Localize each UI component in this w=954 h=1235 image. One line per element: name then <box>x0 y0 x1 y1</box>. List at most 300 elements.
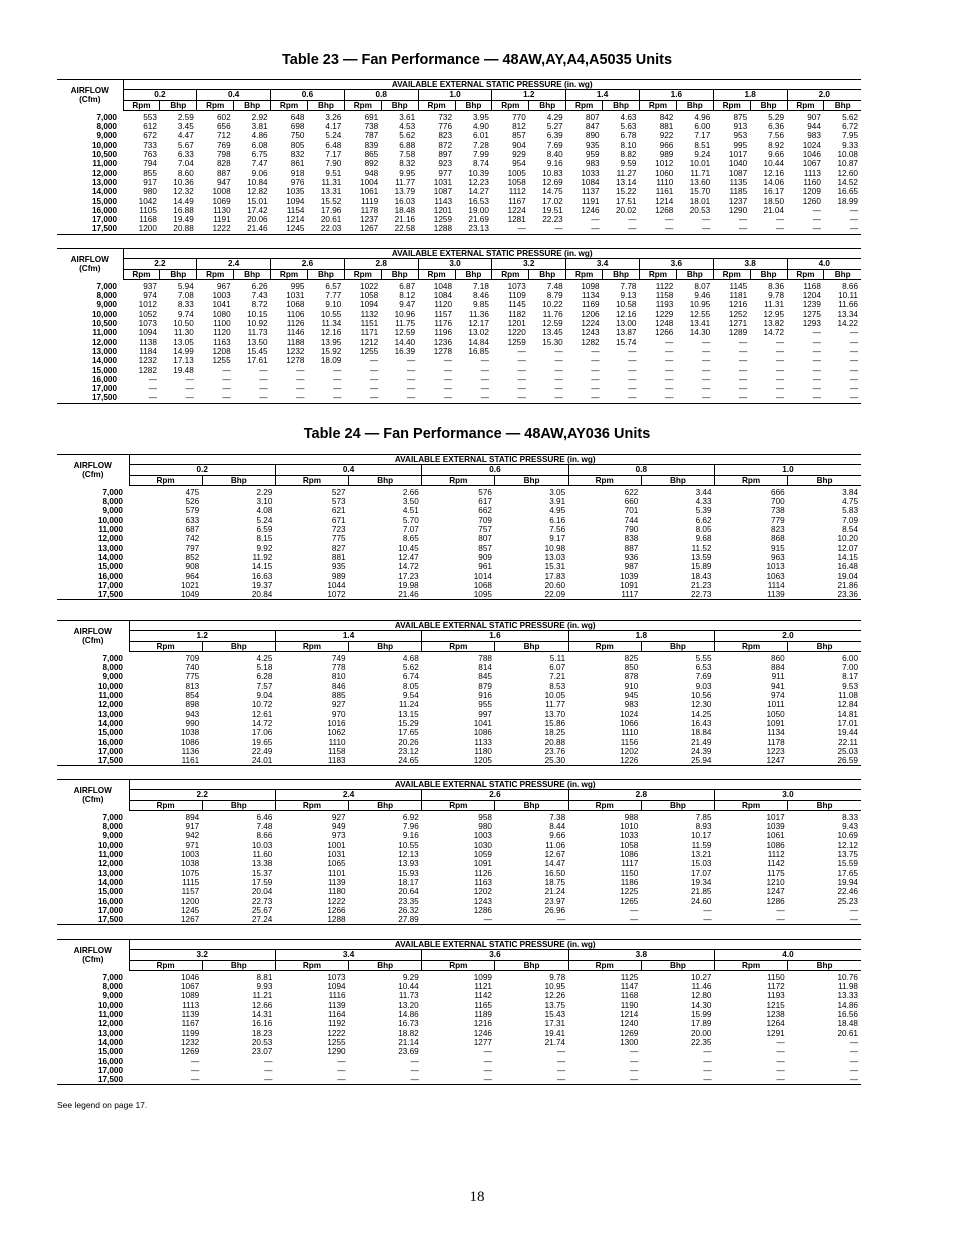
table-row <box>57 841 861 850</box>
bhp-value: 7.07 <box>402 525 419 535</box>
rpm-value: 910 <box>624 681 639 691</box>
bhp-column-header: Bhp <box>202 641 275 651</box>
bhp-value: 10.17 <box>691 831 712 841</box>
rpm-value: — <box>639 224 676 234</box>
bhp-value: 4.17 <box>325 122 342 132</box>
table-row <box>57 497 861 506</box>
rpm-value: 1200 <box>180 896 200 906</box>
rpm-value: 1138 <box>139 337 157 347</box>
table-row <box>57 553 861 562</box>
rpm-value: 828 <box>217 159 231 169</box>
bhp-value: 16.16 <box>251 1019 273 1029</box>
rpm-value: 656 <box>217 122 231 132</box>
airflow-value: 14,000 <box>91 356 117 366</box>
rpm-value: 897 <box>438 150 453 160</box>
bhp-value: 10.98 <box>544 543 566 553</box>
rpm-value: 974 <box>771 691 785 701</box>
airflow-value: 14,000 <box>91 187 117 197</box>
bhp-value: 4.63 <box>620 112 637 122</box>
bhp-value: 16.63 <box>251 571 273 581</box>
bhp-value: 8.72 <box>251 300 268 310</box>
rpm-value: 1275 <box>802 309 821 319</box>
rpm-value: 1164 <box>327 1010 346 1020</box>
rpm-column-header: Rpm <box>566 100 603 110</box>
rpm-value: — <box>443 365 453 375</box>
rpm-value: 763 <box>143 150 157 160</box>
bhp-value: 14.72 <box>763 328 785 338</box>
bhp-value: 23.12 <box>398 746 419 756</box>
pressure-column-header: 2.8 <box>344 259 418 269</box>
rpm-value: 852 <box>185 552 200 562</box>
rpm-value: 1060 <box>655 168 674 178</box>
airflow-value: 10,000 <box>91 140 117 150</box>
bhp-value: 13.20 <box>398 1000 419 1010</box>
bhp-value: 14.72 <box>398 562 419 572</box>
rpm-value: 913 <box>733 122 748 132</box>
rpm-value: 1143 <box>434 196 453 206</box>
bhp-value: 9.29 <box>402 972 419 982</box>
airflow-value: 8,000 <box>96 122 117 132</box>
table-row <box>57 906 861 915</box>
bhp-value: 10.44 <box>763 159 785 169</box>
fan-performance-table-23-block-2 <box>57 248 861 404</box>
rpm-value: 1126 <box>286 319 305 329</box>
bhp-value: 17.59 <box>251 877 273 887</box>
bhp-value: 14.47 <box>544 859 566 869</box>
rpm-value: 983 <box>585 159 600 169</box>
rpm-value: — <box>776 1056 785 1066</box>
rpm-value: — <box>591 346 600 356</box>
bhp-value: 18.01 <box>689 196 711 206</box>
rpm-column-header: Rpm <box>787 269 824 279</box>
pressure-column-header: 1.6 <box>422 631 568 641</box>
rpm-value: 709 <box>185 653 200 663</box>
rpm-value: — <box>738 384 748 394</box>
rpm-value: — <box>812 337 821 347</box>
rpm-value: 1214 <box>620 1010 639 1020</box>
bhp-value: 8.54 <box>842 525 858 535</box>
bhp-value: 13.34 <box>837 309 858 319</box>
pressure-column-header: 1.2 <box>492 90 566 100</box>
rpm-value: — <box>370 374 379 384</box>
airflow-value: 17,500 <box>57 756 129 766</box>
rpm-value: — <box>812 205 821 215</box>
rpm-value: 1260 <box>802 196 821 206</box>
rpm-column-header: Rpm <box>344 100 381 110</box>
rpm-value: 1063 <box>766 571 785 581</box>
airflow-label: AIRFLOW <box>73 786 112 796</box>
rpm-value: 1247 <box>715 756 788 766</box>
bhp-value: 8.82 <box>620 150 637 160</box>
rpm-value: — <box>738 337 748 347</box>
table-row <box>57 756 861 766</box>
bhp-value: — <box>556 1047 566 1057</box>
bhp-column-header: Bhp <box>234 269 271 279</box>
bhp-value: 11.73 <box>247 328 268 338</box>
bhp-value: 6.07 <box>549 663 566 673</box>
rpm-value: 857 <box>478 543 492 553</box>
pressure-column-header: 3.2 <box>129 950 275 960</box>
bhp-value: 15.45 <box>247 346 268 356</box>
rpm-value: 750 <box>290 131 305 141</box>
rpm-value: 1156 <box>620 737 639 747</box>
bhp-value: 10.95 <box>689 300 711 310</box>
bhp-value: 13.03 <box>544 552 566 562</box>
airflow-value: 10,500 <box>91 150 117 160</box>
bhp-column-header: Bhp <box>349 475 422 485</box>
bhp-value: — <box>676 393 713 403</box>
airflow-value: 9,000 <box>96 131 117 141</box>
bhp-value: 11.75 <box>395 319 416 329</box>
rpm-value: 1058 <box>620 840 639 850</box>
table-row <box>57 1066 861 1075</box>
table-row <box>57 897 861 906</box>
rpm-value: 1089 <box>180 991 200 1001</box>
bhp-value: 17.23 <box>398 571 419 581</box>
rpm-value: — <box>337 1065 346 1075</box>
bhp-value: — <box>264 1065 273 1075</box>
rpm-value: 1293 <box>802 319 821 329</box>
fan-performance-table-24-block-1 <box>57 454 861 600</box>
bhp-value: 8.40 <box>546 150 563 160</box>
bhp-value: — <box>480 365 489 375</box>
rpm-value: 1105 <box>139 205 157 215</box>
rpm-value: 757 <box>478 525 492 535</box>
bhp-value: 16.85 <box>468 346 489 356</box>
airflow-value: 11,000 <box>92 159 117 169</box>
rpm-value: 1086 <box>180 737 200 747</box>
rpm-value: 967 <box>217 281 231 291</box>
rpm-value: 633 <box>185 515 200 525</box>
rpm-value: 1243 <box>473 896 492 906</box>
table-row <box>57 122 861 131</box>
bhp-value: 13.75 <box>544 1000 566 1010</box>
rpm-value: 898 <box>185 700 200 710</box>
rpm-value: 1239 <box>802 300 821 310</box>
bhp-value: 3.61 <box>399 112 416 122</box>
rpm-value: — <box>443 356 453 366</box>
bhp-value: 12.30 <box>691 700 712 710</box>
bhp-value: 8.65 <box>402 534 419 544</box>
pressure-column-header: 1.4 <box>566 90 640 100</box>
rpm-value: 997 <box>478 709 492 719</box>
rpm-value: 1120 <box>213 328 231 338</box>
rpm-value: 660 <box>624 497 639 507</box>
rpm-value: 1151 <box>360 319 379 329</box>
rpm-value: 1046 <box>802 150 821 160</box>
bhp-value: 18.75 <box>544 877 566 887</box>
bhp-value: 4.29 <box>546 112 563 122</box>
airflow-value: 8,000 <box>102 982 123 992</box>
airflow-value: 10,000 <box>97 1000 123 1010</box>
bhp-value: 5.39 <box>695 506 712 516</box>
rpm-value: 749 <box>331 653 346 663</box>
rpm-value: 1119 <box>361 196 379 206</box>
rpm-value: 1099 <box>473 972 492 982</box>
bhp-value: 14.84 <box>468 337 489 347</box>
table-row <box>57 525 861 534</box>
table-row <box>57 691 861 700</box>
bhp-value: — <box>554 356 563 366</box>
rpm-value: 1016 <box>327 718 346 728</box>
pressure-column-header: 3.4 <box>566 259 640 269</box>
bhp-value: 8.92 <box>768 140 785 150</box>
rpm-value: 850 <box>624 663 639 673</box>
bhp-value: 3.81 <box>251 122 268 132</box>
bhp-value: — <box>849 356 858 366</box>
rpm-value: 769 <box>217 140 231 150</box>
bhp-value: 13.00 <box>615 319 637 329</box>
bhp-value: 8.93 <box>695 822 712 832</box>
rpm-value: 1286 <box>766 896 785 906</box>
airflow-value: 17,500 <box>57 393 123 403</box>
airflow-value: 10,000 <box>97 515 123 525</box>
bhp-value: 5.24 <box>256 515 273 525</box>
rpm-value: 1048 <box>433 281 453 291</box>
bhp-value: 7.48 <box>546 281 563 291</box>
bhp-value: 19.48 <box>173 365 194 375</box>
airflow-value: 11,000 <box>98 525 123 535</box>
rpm-value: 1115 <box>182 877 200 887</box>
rpm-value: — <box>665 374 674 384</box>
rpm-value: — <box>665 384 674 394</box>
bhp-value: — <box>529 393 566 403</box>
bhp-value: 20.60 <box>544 580 566 590</box>
bhp-value: — <box>849 365 858 375</box>
bhp-column-header: Bhp <box>381 269 418 279</box>
bhp-value: 23.69 <box>398 1047 419 1057</box>
rpm-value: 1031 <box>327 850 346 860</box>
table-row <box>57 384 861 393</box>
rpm-value: 1191 <box>213 215 231 225</box>
rpm-value: 1110 <box>656 177 674 187</box>
rpm-value: 698 <box>290 122 305 132</box>
rpm-value: 1229 <box>655 309 674 319</box>
bhp-value: 25.30 <box>495 756 568 766</box>
bhp-value: 6.75 <box>251 150 268 160</box>
rpm-value: 1168 <box>139 215 157 225</box>
pressure-column-header: 0.6 <box>271 90 345 100</box>
rpm-value: 1001 <box>327 840 346 850</box>
bhp-value: 8.07 <box>694 281 711 291</box>
bhp-value: 14.86 <box>837 1000 858 1010</box>
bhp-value: — <box>556 1056 566 1066</box>
bhp-value: 25.67 <box>251 905 273 915</box>
rpm-value: 1282 <box>581 337 600 347</box>
bhp-value: 3.26 <box>325 112 342 122</box>
rpm-value: — <box>713 224 750 234</box>
rpm-value: — <box>443 384 453 394</box>
table-row <box>57 581 861 590</box>
bhp-value: 13.02 <box>468 328 489 338</box>
rpm-value: 1137 <box>581 187 600 197</box>
rpm-value: 1222 <box>327 896 346 906</box>
rpm-value: 959 <box>585 150 600 160</box>
bhp-column-header: Bhp <box>455 269 492 279</box>
rpm-value: 602 <box>217 112 231 122</box>
bhp-value: 20.84 <box>202 590 275 600</box>
rpm-value: — <box>665 337 674 347</box>
bhp-value: 7.77 <box>325 291 342 301</box>
pressure-column-header: 3.8 <box>568 950 714 960</box>
bhp-value: 9.95 <box>399 168 416 178</box>
bhp-value: 12.23 <box>468 177 489 187</box>
bhp-value: 6.48 <box>325 140 342 150</box>
rpm-value: — <box>630 1047 639 1057</box>
bhp-value: 8.44 <box>549 822 566 832</box>
rpm-value: — <box>344 393 381 403</box>
rpm-value: 1300 <box>620 1037 639 1047</box>
rpm-value: 1130 <box>213 205 231 215</box>
table-row <box>57 887 861 896</box>
rpm-value: 1232 <box>286 346 305 356</box>
rpm-value: 1171 <box>360 328 379 338</box>
rpm-value: 1214 <box>286 215 305 225</box>
table-row <box>57 719 861 728</box>
rpm-value: 890 <box>585 131 600 141</box>
bhp-value: 9.43 <box>842 822 858 832</box>
rpm-value: 923 <box>438 159 453 169</box>
rpm-value: 1024 <box>802 140 821 150</box>
bhp-value: 4.08 <box>256 506 273 516</box>
bhp-value: 18.09 <box>320 356 342 366</box>
bhp-value: 12.80 <box>691 991 712 1001</box>
bhp-value: 16.88 <box>173 205 194 215</box>
rpm-value: 1269 <box>620 1028 639 1038</box>
table-row <box>57 973 861 982</box>
bhp-column-header: Bhp <box>495 475 568 485</box>
pressure-column-header: 2.0 <box>787 90 861 100</box>
bhp-column-header: Bhp <box>202 960 275 970</box>
rpm-value: — <box>566 393 603 403</box>
bhp-value: — <box>480 356 489 366</box>
bhp-value: 21.69 <box>468 215 489 225</box>
rpm-value: 1067 <box>180 982 200 992</box>
bhp-value: — <box>702 346 711 356</box>
bhp-value: 15.29 <box>398 718 419 728</box>
rpm-value: 1113 <box>803 168 821 178</box>
bhp-value: 18.48 <box>837 1019 858 1029</box>
bhp-value: 20.53 <box>689 205 711 215</box>
bhp-value: — <box>333 365 342 375</box>
rpm-value: 1185 <box>729 187 748 197</box>
bhp-value: 22.35 <box>691 1037 712 1047</box>
bhp-column-header: Bhp <box>788 960 861 970</box>
bhp-value: 15.99 <box>691 1010 712 1020</box>
rpm-value: 648 <box>290 112 305 122</box>
bhp-value: — <box>529 224 566 234</box>
pressure-column-header: 2.6 <box>422 790 568 800</box>
bhp-value: 21.85 <box>691 887 712 897</box>
rpm-value: 881 <box>331 552 346 562</box>
bhp-value: 15.74 <box>615 337 637 347</box>
rpm-value: — <box>517 384 526 394</box>
airflow-value: 10,500 <box>91 319 117 329</box>
bhp-value: 18.99 <box>837 196 858 206</box>
bhp-value: 11.77 <box>545 700 566 710</box>
rpm-value: 1058 <box>507 177 526 187</box>
bhp-value: 11.30 <box>173 328 194 338</box>
rpm-value: 617 <box>478 497 492 507</box>
bhp-value: 16.03 <box>394 196 416 206</box>
bhp-value: — <box>702 215 711 225</box>
bhp-value: 13.70 <box>544 709 566 719</box>
bhp-value: 20.64 <box>398 887 419 897</box>
airflow-header <box>57 780 129 811</box>
table-row <box>57 215 861 224</box>
rpm-column-header: Rpm <box>418 269 455 279</box>
rpm-value: 1134 <box>767 728 785 738</box>
bhp-value: 4.86 <box>251 131 268 141</box>
bhp-value: 9.24 <box>694 150 711 160</box>
rpm-value: 989 <box>331 571 346 581</box>
rpm-value: 687 <box>185 525 200 535</box>
airflow-value: 8,000 <box>96 291 117 301</box>
bhp-value: 26.96 <box>544 905 566 915</box>
rpm-value: 929 <box>512 150 526 160</box>
rpm-column-header: Rpm <box>639 269 676 279</box>
rpm-value: 1126 <box>474 868 492 878</box>
table-row <box>57 672 861 681</box>
rpm-value: 884 <box>771 663 785 673</box>
table-row <box>57 654 861 663</box>
bhp-value: 7.43 <box>251 291 268 301</box>
rpm-column-header: Rpm <box>422 475 495 485</box>
bhp-value: 17.89 <box>691 1019 712 1029</box>
bhp-value: 8.36 <box>768 281 785 291</box>
rpm-value: 1031 <box>433 177 453 187</box>
bhp-value: 12.61 <box>251 709 273 719</box>
bhp-value: 6.39 <box>546 131 563 141</box>
rpm-value: 1136 <box>181 746 200 756</box>
cfm-label: (Cfm) <box>82 636 104 646</box>
bhp-value: 9.46 <box>694 291 711 301</box>
bhp-value: — <box>750 393 787 403</box>
rpm-value: 1180 <box>327 887 346 897</box>
rpm-value: 1210 <box>766 877 785 887</box>
bhp-column-header: Bhp <box>824 269 861 279</box>
bhp-value: 13.05 <box>173 337 194 347</box>
bhp-value: — <box>234 393 271 403</box>
bhp-value: 12.60 <box>837 168 858 178</box>
rpm-value: 1202 <box>473 887 492 897</box>
bhp-value: 11.92 <box>252 552 273 562</box>
bhp-value: 20.88 <box>160 224 197 234</box>
rpm-value: 936 <box>624 552 639 562</box>
rpm-value: 1206 <box>581 309 600 319</box>
bhp-value: 7.69 <box>546 140 563 150</box>
rpm-value: 1073 <box>138 319 157 329</box>
airflow-value: 15,000 <box>97 1047 123 1057</box>
rpm-value: 1176 <box>434 319 453 329</box>
cfm-label: (Cfm) <box>82 795 104 805</box>
airflow-value: 16,000 <box>97 1056 123 1066</box>
bhp-value: 14.22 <box>837 319 858 329</box>
bhp-value: 14.86 <box>398 1010 419 1020</box>
table-row <box>57 544 861 553</box>
table-row <box>57 562 861 571</box>
pressure-column-header: 0.4 <box>197 90 271 100</box>
bhp-value: 9.33 <box>842 140 858 150</box>
airflow-value: 17,000 <box>97 746 123 756</box>
rpm-value: 1094 <box>138 328 157 338</box>
static-pressure-header: AVAILABLE EXTERNAL STATIC PRESSURE (in. wg) <box>129 940 861 950</box>
airflow-value: 16,000 <box>97 737 123 747</box>
rpm-value: 973 <box>331 831 346 841</box>
table-row <box>57 282 861 291</box>
bhp-column-header: Bhp <box>202 475 275 485</box>
bhp-value: 17.65 <box>398 728 419 738</box>
